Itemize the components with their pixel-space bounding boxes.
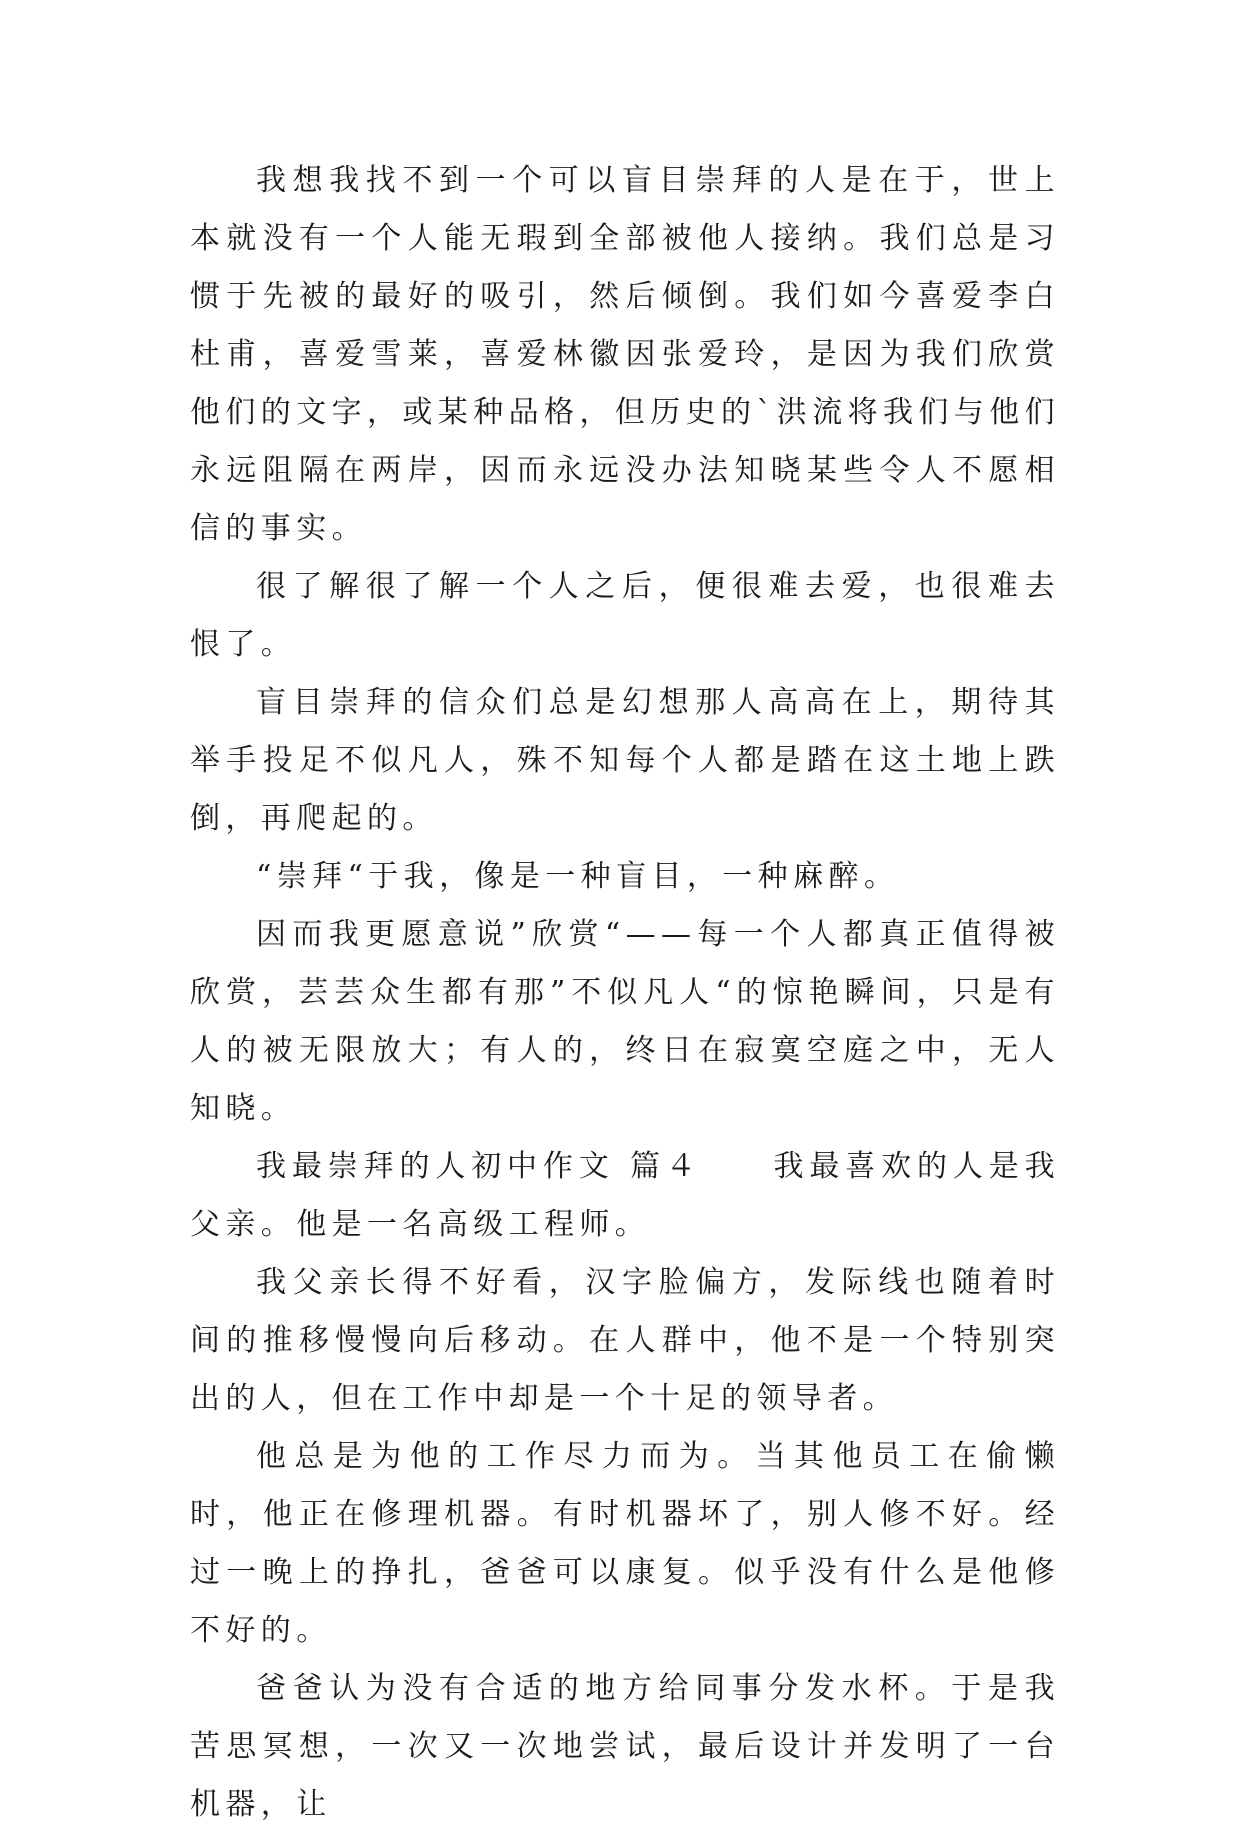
paragraph-4: “崇拜“于我，像是一种盲目，一种麻醉。 [256,859,900,894]
paragraph-8: 他总是为他的工作尽力而为。当其他员工在偷懒时，他正在修理机器。有时机器坏了，别人修不好。经过一晚上的挣扎，爸爸可以康复。似乎没有什么是他修不好的。 [190,1439,1060,1648]
paragraph-5: 因而我更愿意说”欣赏“——每一个人都真正值得被欣赏，芸芸众生都有那”不似凡人“的惊艳瞬间，只是有人的被无限放大；有人的，终日在寂寞空庭之中，无人知晓。 [190,917,1060,1126]
document-body [190,152,1060,1834]
paragraph-1: 我想我找不到一个可以盲目崇拜的人是在于，世上本就没有一个人能无瑕到全部被他人接纳。我们总是习惯于先被的最好的吸引，然后倾倒。我们如今喜爱李白杜甫，喜爱雪莱，喜爱林徽因张爱玲，是因为我们欣赏他们的文字，或某种品格，但历史的`洪流将我们与他们永远阻隔在两岸，因而永远没办法知晓某些令人不愿相信的事实。 [190,163,1060,546]
paragraph-3: 盲目崇拜的信众们总是幻想那人高高在上，期待其举手投足不似凡人，殊不知每个人都是踏在这土地上跌倒，再爬起的。 [190,685,1060,836]
paragraph-9: 爸爸认为没有合适的地方给同事分发水杯。于是我苦思冥想，一次又一次地尝试，最后设计并发明了一台机器，让 [190,1671,1060,1822]
paragraph-6: 我最崇拜的人初中作文 篇４ 我最喜欢的人是我父亲。他是一名高级工程师。 [190,1149,1060,1242]
paragraph-2: 很了解很了解一个人之后，便很难去爱，也很难去恨了。 [190,569,1060,662]
paragraph-7: 我父亲长得不好看，汉字脸偏方，发际线也随着时间的推移慢慢向后移动。在人群中，他不是一个特别突出的人，但在工作中却是一个十足的领导者。 [190,1265,1060,1416]
